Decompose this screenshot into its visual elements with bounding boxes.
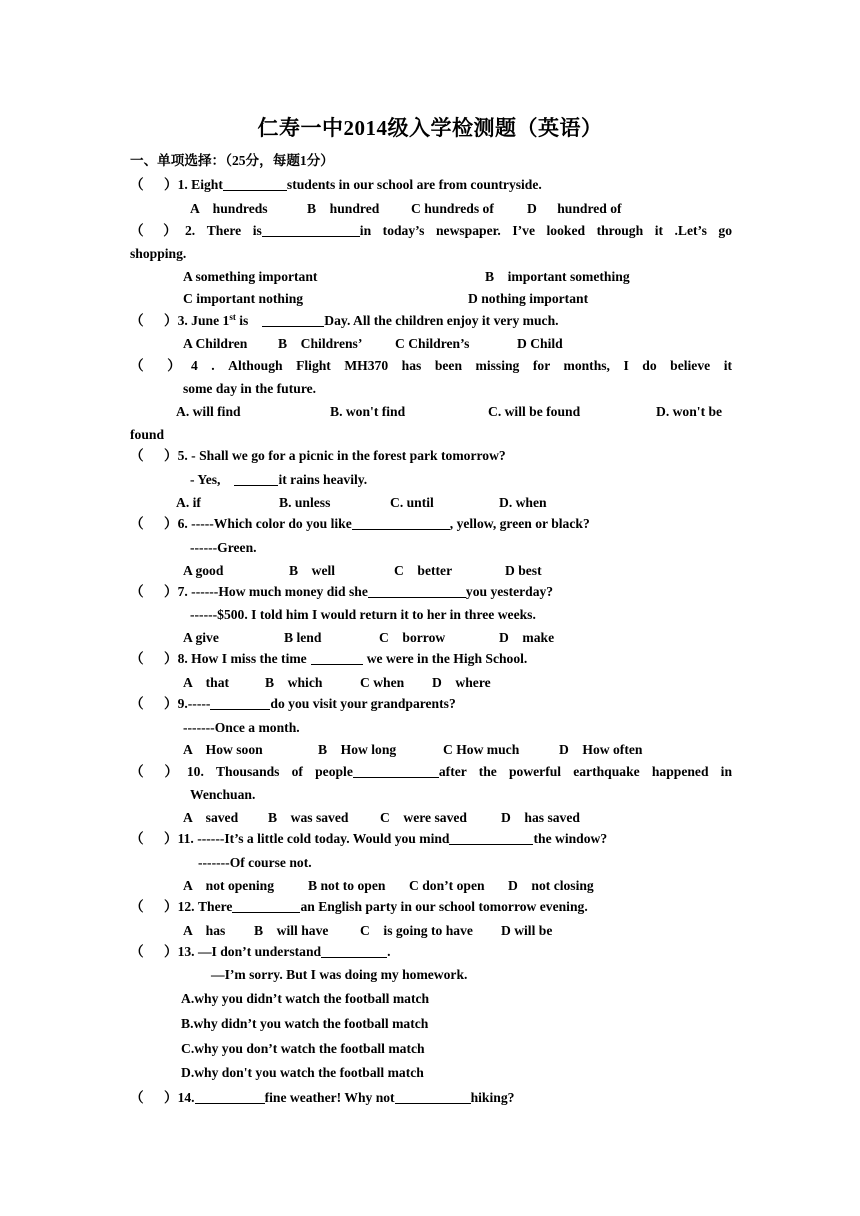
q5-option-a[interactable]: A. if bbox=[176, 495, 201, 510]
q11-option-c[interactable]: C don’t open bbox=[409, 878, 485, 893]
q13-option-c[interactable]: C.why you don’t watch the football match bbox=[181, 1041, 425, 1056]
q2-continuation: shopping. bbox=[130, 246, 187, 261]
q6-answer: ------Green. bbox=[190, 540, 257, 555]
q10-option-a[interactable]: A saved bbox=[183, 810, 239, 825]
answer-blank[interactable] bbox=[210, 695, 270, 710]
q3-option-b[interactable]: B Childrens’ bbox=[278, 336, 363, 351]
q7-answer: ------$500. I told him I would return it to her in three weeks. bbox=[190, 607, 536, 622]
q10-option-c[interactable]: C were saved bbox=[380, 810, 467, 825]
q7-option-c[interactable]: C borrow bbox=[379, 630, 446, 645]
q12-option-a[interactable]: A has bbox=[183, 923, 226, 938]
question-4: （ ）4 . Although Flight MH370 has been missing for months, I do believe it bbox=[130, 358, 732, 373]
answer-blank[interactable] bbox=[311, 650, 363, 665]
q8-option-a[interactable]: A that bbox=[183, 675, 230, 690]
q9-option-b[interactable]: B How long bbox=[318, 742, 397, 757]
q8-option-d[interactable]: D where bbox=[432, 675, 491, 690]
question-6: （ ）6. -----Which color do you like , yellow, green or black? bbox=[130, 516, 590, 531]
answer-blank[interactable] bbox=[353, 763, 439, 778]
q5-option-c[interactable]: C. until bbox=[390, 495, 434, 510]
q10-option-b[interactable]: B was saved bbox=[268, 810, 349, 825]
q3-option-d[interactable]: D Child bbox=[517, 336, 563, 351]
answer-blank[interactable] bbox=[352, 515, 450, 530]
question-9: （ ）9.----- do you visit your grandparents? bbox=[130, 696, 456, 711]
answer-blank[interactable] bbox=[395, 1089, 471, 1104]
q4-option-a[interactable]: A. will find bbox=[176, 404, 241, 419]
answer-blank[interactable] bbox=[449, 830, 533, 845]
q1-option-b[interactable]: B hundred bbox=[307, 201, 380, 216]
q5-option-d[interactable]: D. when bbox=[499, 495, 547, 510]
q5-option-b[interactable]: B. unless bbox=[279, 495, 331, 510]
q11-option-a[interactable]: A not opening bbox=[183, 878, 275, 893]
q5-answer: - Yes, it rains heavily. bbox=[190, 472, 368, 487]
question-7: （ ）7. ------How much money did she you yesterday? bbox=[130, 584, 554, 599]
q3-option-a[interactable]: A Children bbox=[183, 336, 248, 351]
q6-option-d[interactable]: D best bbox=[505, 563, 542, 578]
q3-option-c[interactable]: C Children’s bbox=[395, 336, 470, 351]
q9-answer: -------Once a month. bbox=[183, 720, 300, 735]
q10-continuation: Wenchuan. bbox=[190, 787, 256, 802]
q4-option-b[interactable]: B. won't find bbox=[330, 404, 406, 419]
q6-option-c[interactable]: C better bbox=[394, 563, 453, 578]
question-5: （ ）5. - Shall we go for a picnic in the forest park tomorrow? bbox=[130, 448, 506, 463]
q8-option-b[interactable]: B which bbox=[265, 675, 323, 690]
q9-option-d[interactable]: D How often bbox=[559, 742, 643, 757]
question-13: （ ）13. —I don’t understand . bbox=[130, 944, 391, 959]
q13-option-d[interactable]: D.why don't you watch the football match bbox=[181, 1065, 424, 1080]
question-14: （ ）14. fine weather! Why not hiking? bbox=[130, 1090, 515, 1105]
q6-option-b[interactable]: B well bbox=[289, 563, 336, 578]
q9-option-c[interactable]: C How much bbox=[443, 742, 520, 757]
section-heading: 一、单项选择：（25分，每题1分） bbox=[130, 153, 334, 168]
q11-option-d[interactable]: D not closing bbox=[508, 878, 594, 893]
q1-option-a[interactable]: A hundreds bbox=[190, 201, 268, 216]
q4-option-c[interactable]: C. will be found bbox=[488, 404, 581, 419]
q12-option-c[interactable]: C is going to have bbox=[360, 923, 473, 938]
q4-continuation: some day in the future. bbox=[183, 381, 317, 396]
question-11: （ ）11. ------It’s a little cold today. Would you mind the window? bbox=[130, 831, 608, 846]
answer-blank[interactable] bbox=[223, 176, 287, 191]
answer-blank[interactable] bbox=[195, 1089, 265, 1104]
q4-continuation-2: found bbox=[130, 427, 165, 442]
answer-blank[interactable] bbox=[368, 583, 466, 598]
answer-blank[interactable] bbox=[234, 471, 278, 486]
q2-option-b[interactable]: B important something bbox=[485, 269, 630, 284]
question-1: （ ）1. Eight students in our school are from countryside. bbox=[130, 177, 542, 192]
q13-option-a[interactable]: A.why you didn’t watch the football match bbox=[181, 991, 430, 1006]
question-10: （ ）10. Thousands of people after the powerful earthquake happened in bbox=[130, 764, 732, 779]
answer-blank[interactable] bbox=[262, 312, 324, 327]
q13-option-b[interactable]: B.why didn’t you watch the football match bbox=[181, 1016, 429, 1031]
q11-option-b[interactable]: B not to open bbox=[308, 878, 386, 893]
question-3: （ ）3. June 1st is Day. All the children enjoy it very much. bbox=[130, 312, 559, 328]
q10-option-d[interactable]: D has saved bbox=[501, 810, 580, 825]
q7-option-b[interactable]: B lend bbox=[284, 630, 322, 645]
question-8: （ ）8. How I miss the time we were in the High School. bbox=[130, 651, 528, 666]
question-12: （ ）12. There an English party in our school tomorrow evening. bbox=[130, 899, 588, 914]
q7-option-d[interactable]: D make bbox=[499, 630, 555, 645]
q2-option-a[interactable]: A something important bbox=[183, 269, 318, 284]
q11-answer: -------Of course not. bbox=[198, 855, 312, 870]
q4-option-d[interactable]: D. won't be bbox=[656, 404, 723, 419]
q2-option-c[interactable]: C important nothing bbox=[183, 291, 304, 306]
q8-option-c[interactable]: C when bbox=[360, 675, 405, 690]
q12-option-d[interactable]: D will be bbox=[501, 923, 553, 938]
answer-blank[interactable] bbox=[262, 222, 360, 237]
answer-blank[interactable] bbox=[232, 898, 300, 913]
question-2: （ ）2. There is in today’s newspaper. I’ve looked through it .Let’s go bbox=[130, 223, 732, 238]
q12-option-b[interactable]: B will have bbox=[254, 923, 329, 938]
q1-option-d[interactable]: D hundred of bbox=[527, 201, 622, 216]
q2-option-d[interactable]: D nothing important bbox=[468, 291, 589, 306]
page-title: 仁寿一中2014级入学检测题（英语） bbox=[257, 116, 603, 140]
q7-option-a[interactable]: A give bbox=[183, 630, 219, 645]
q1-option-c[interactable]: C hundreds of bbox=[411, 201, 494, 216]
q13-answer: —I’m sorry. But I was doing my homework. bbox=[211, 967, 468, 982]
answer-blank[interactable] bbox=[321, 943, 387, 958]
q6-option-a[interactable]: A good bbox=[183, 563, 224, 578]
q9-option-a[interactable]: A How soon bbox=[183, 742, 263, 757]
